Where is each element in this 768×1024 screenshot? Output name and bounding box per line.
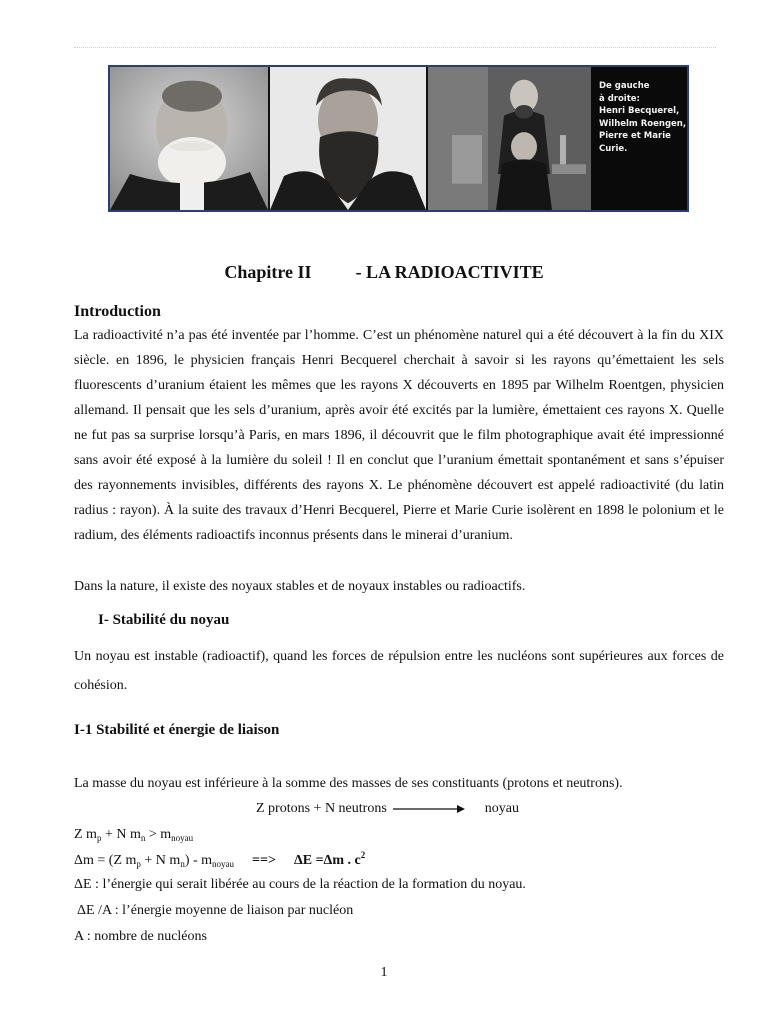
section-1-1-heading: I-1 Stabilité et énergie de liaison xyxy=(74,722,280,738)
reaction-arrow-icon xyxy=(393,804,465,814)
energy-formula: ΔE =Δm . $c^2$ xyxy=(293,850,366,868)
delta-e-definition: ΔE : l’énergie qui serait libérée au cours de la réaction de la formation du noyau. xyxy=(74,877,526,892)
chapter-number: Chapitre II xyxy=(224,262,312,282)
section-1-heading: I- Stabilité du noyau xyxy=(98,612,230,628)
portrait-roentgen xyxy=(268,67,426,210)
implies-symbol: ==> xyxy=(252,853,276,868)
mass-defect-equation: Δm = (Z $m_p + N$ $m_n) - m_{noyau}$ ==> ΔE =Δm . $c^2$ xyxy=(74,850,366,869)
page-number: 1 xyxy=(380,965,388,980)
introduction-paragraph: La radioactivité n’a pas été inventée par l’homme. C’est un phénomène naturel qui a été découvert à la fin du XIX siècle. en 1896, le physicien français Henri Becquerel cherchait à savoir si les rayons qu’émettaient les sels fluorescents d’uranium étaient les mêmes que les rayons X découverts en 1895 par Wilhelm Roentgen, physicien allemand. Il pensait que les sels d’uranium, après avoir été excités par la lumière, émettaient ces rayons X. Quelle ne fut pas sa surprise lorsqu’à Paris, en mars 1896, il découvrit que le film photographique avait été impressionné sans avoir été exposé à la lumière du soleil ! Il en conclut que l’uranium émettait spontanément et sans s’épuiser des rayonnements invisibles, différents des rayons X. Le phénomène découvert est appelé radioactivité (du latin radius : rayon). À la suite des travaux d’Henri Becquerel, Pierre et Marie Curie isolèrent en 1898 le polonium et le radium, des éléments radioactifs inconnus présents dans le minerai d’uranium. xyxy=(74,328,724,543)
mass-inequality: Z $m_p + N$ $m_n > m_{noyau}$ xyxy=(74,827,194,843)
a-definition: A : nombre de nucléons xyxy=(74,929,207,944)
chapter-name: - LA RADIOACTIVITE xyxy=(355,262,544,282)
chapter-title xyxy=(0,262,768,283)
photo-curie-couple xyxy=(426,67,591,210)
reaction-reactants: Z protons + N neutrons xyxy=(256,801,387,816)
delta-e-per-nucleon-definition: ΔE /A : l’énergie moyenne de liaison par nucléon xyxy=(77,903,354,918)
portrait-becquerel xyxy=(110,67,268,210)
introduction-heading: Introduction xyxy=(74,303,161,320)
banner-caption: De gauche à droite: Henri Becquerel, Wilhelm Roengen, Pierre et Marie Curie. xyxy=(599,81,687,154)
scientists-banner xyxy=(108,65,689,212)
mass-statement: La masse du noyau est inférieure à la somme des masses de ses constituants (protons et neutrons). xyxy=(74,776,623,791)
formation-reaction xyxy=(256,801,519,817)
nature-paragraph: Dans la nature, il existe des noyaux stables et de noyaux instables ou radioactifs. xyxy=(74,579,526,594)
reaction-product: noyau xyxy=(484,801,519,816)
top-divider xyxy=(74,47,716,48)
section-1-paragraph: Un noyau est instable (radioactif), quand les forces de répulsion entre les nucléons sont supérieures aux forces de cohésion. xyxy=(74,649,724,693)
